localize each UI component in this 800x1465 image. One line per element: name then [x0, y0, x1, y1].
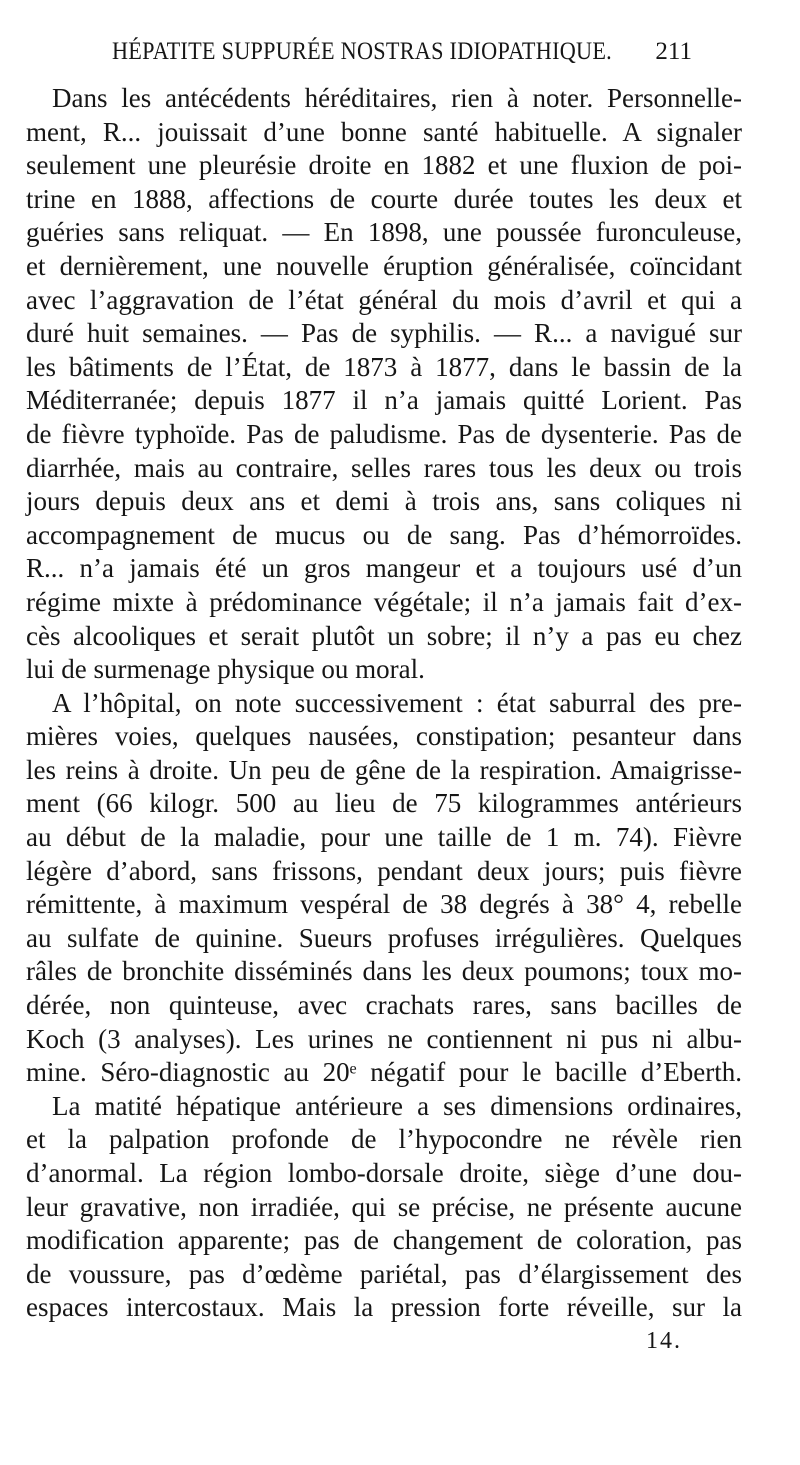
text-line: de voussure, pas d’œdème pariétal, pas d’élargissement des [26, 1258, 742, 1289]
text-line: mine. Séro-diagnostic au 20ᵉ négatif pour le bacille d’Eberth. [26, 1057, 742, 1088]
text-line: mières voies, quelques nausées, constipation; pesanteur dans [26, 721, 742, 752]
text-line: modification apparente; pas de changement de coloration, pas [26, 1225, 742, 1256]
text-line: lui de surmenage physique ou moral. [26, 654, 425, 685]
text-line: A l’hôpital, on note successivement : état saburral des pre- [52, 687, 742, 718]
text-line: diarrhée, mais au contraire, selles rares tous les deux ou trois [26, 452, 742, 483]
text-line: jours depuis deux ans et demi à trois ans, sans coliques ni [26, 486, 742, 517]
text-line: trine en 1888, affections de courte durée toutes les deux et [26, 183, 742, 214]
text-line: La matité hépatique antérieure a ses dimensions ordinaires, [52, 1090, 742, 1121]
text-line: de fièvre typhoïde. Pas de paludisme. Pas de dysenterie. Pas de [26, 418, 742, 449]
text-line: duré huit semaines. — Pas de syphilis. — R... a navigué sur [26, 318, 742, 349]
text-line: rémittente, à maximum vespéral de 38 degrés à 38° 4, rebelle [26, 889, 742, 920]
text-line: R... n’a jamais été un gros mangeur et a toujours usé d’un [26, 553, 742, 584]
text-line: avec l’aggravation de l’état général du mois d’avril et qui a [26, 284, 742, 315]
text-line: d’anormal. La région lombo-dorsale droite, siège d’une dou- [26, 1158, 742, 1188]
text-line: Koch (3 analyses). Les urines ne contiennent ni pus ni albu- [26, 1023, 742, 1054]
text-line: régime mixte à prédominance végétale; il n’a jamais fait d’ex- [26, 586, 742, 617]
text-line: ment, R... jouissait d’une bonne santé habituelle. A signaler [26, 116, 742, 147]
text-line: Méditerranée; depuis 1877 il n’a jamais quitté Lorient. Pas [26, 385, 742, 416]
text-line: les bâtiments de l’État, de 1873 à 1877, dans le bassin de la [26, 351, 742, 382]
text-line: accompagnement de mucus ou de sang. Pas d’hémorroïdes. [26, 519, 742, 550]
text-line: les reins à droite. Un peu de gêne de la respiration. Amaigrisse- [26, 754, 742, 785]
text-line: cès alcooliques et serait plutôt un sobre; il n’y a pas eu chez [26, 620, 742, 651]
running-title: HÉPATITE SUPPURÉE NOSTRAS IDIOPATHIQUE. [112, 38, 613, 65]
text-line: ment (66 kilogr. 500 au lieu de 75 kilogrammes antérieurs [26, 788, 742, 819]
text-line: au début de la maladie, pour une taille de 1 m. 74). Fièvre [26, 822, 742, 853]
text-line: espaces intercostaux. Mais la pression forte réveille, sur la [26, 1292, 742, 1323]
text-line: Dans les antécédents héréditaires, rien à noter. Personnelle- [52, 83, 742, 113]
text-line: leur gravative, non irradiée, qui se précise, ne présente aucune [26, 1191, 742, 1222]
page-number: 211 [655, 38, 692, 65]
text-line: seulement une pleurésie droite en 1882 et une fluxion de poi- [26, 150, 742, 181]
text-line: dérée, non quinteuse, avec crachats rares, sans bacilles de [26, 990, 742, 1021]
running-head [112, 38, 692, 78]
body-text [26, 82, 742, 1325]
signature-mark: 14. [646, 1328, 682, 1354]
text-line: et dernièrement, une nouvelle éruption généralisée, coïncidant [26, 250, 742, 281]
text-line: légère d’abord, sans frissons, pendant deux jours; puis fièvre [26, 855, 742, 886]
text-line: guéries sans reliquat. — En 1898, une poussée furonculeuse, [26, 217, 742, 248]
text-line: et la palpation profonde de l’hypocondre ne révèle rien [26, 1124, 742, 1155]
text-line: au sulfate de quinine. Sueurs profuses irrégulières. Quelques [26, 922, 742, 953]
text-line: râles de bronchite disséminés dans les deux poumons; toux mo- [26, 956, 742, 987]
